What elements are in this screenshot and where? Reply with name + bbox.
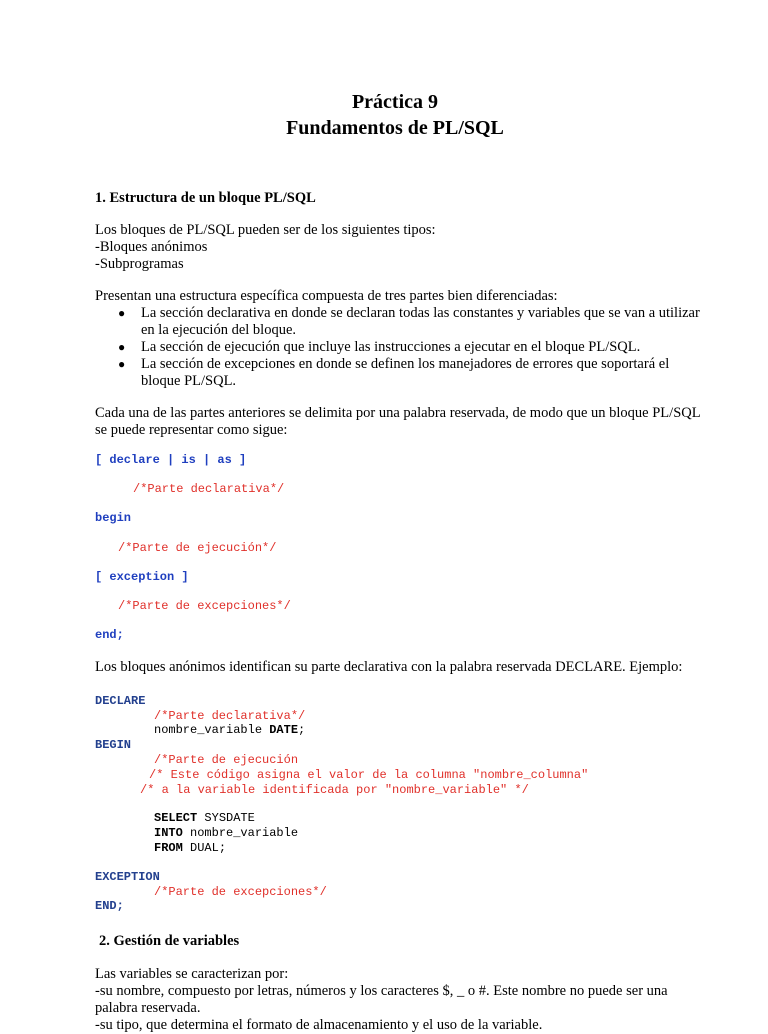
bullet-text: bloque PL/SQL.	[141, 373, 237, 389]
code-comment: /*Parte de excepciones*/	[154, 885, 327, 899]
code-semicolon: ;	[298, 723, 306, 737]
code-from-rest: DUAL;	[182, 841, 227, 855]
code-comment: /* a la variable identificada por "nombre_variable" */	[140, 783, 529, 797]
bullet-icon: ●	[118, 357, 126, 371]
code-comment: /* Este código asigna el valor de la columna "nombre_columna"	[149, 768, 589, 782]
delimit-text: Cada una de las partes anteriores se delimita por una palabra reservada, de modo que un bloque PL/SQL	[95, 405, 701, 421]
code-into-rest: nombre_variable	[182, 826, 299, 840]
bullet-text: en la ejecución del bloque.	[141, 322, 297, 338]
code-begin: BEGIN	[95, 738, 132, 752]
code-comment: /*Parte de ejecución*/	[118, 541, 277, 555]
section1-heading: 1. Estructura de un bloque PL/SQL	[95, 190, 316, 206]
code-end: END;	[95, 899, 124, 913]
code-comment: /*Parte de ejecución	[154, 753, 299, 767]
code-var-name: nombre_variable	[154, 723, 270, 737]
section2-line: -su tipo, que determina el formato de almacenamiento y el uso de la variable.	[95, 1017, 543, 1033]
code-end: end;	[95, 628, 124, 642]
code-begin: begin	[95, 511, 132, 525]
bullet-text: La sección declarativa en donde se declaran todas las constantes y variables que se van a utilizar	[141, 305, 700, 321]
bullet-icon: ●	[118, 340, 126, 354]
code-from	[154, 841, 226, 856]
section2-intro: Las variables se caracterizan por:	[95, 966, 289, 982]
section2-line: palabra reservada.	[95, 1000, 201, 1016]
code-from-kw: FROM	[154, 841, 183, 855]
delimit-text: se puede representar como sigue:	[95, 422, 288, 438]
code-select-kw: SELECT	[154, 811, 198, 825]
page-subtitle: Fundamentos de PL/SQL	[286, 117, 504, 139]
code-exception-line: [ exception ]	[95, 570, 189, 584]
section2-heading: 2. Gestión de variables	[99, 933, 240, 949]
code-declare: DECLARE	[95, 694, 146, 708]
code-comment: /*Parte de excepciones*/	[118, 599, 291, 613]
bullet-text: La sección de ejecución que incluye las instrucciones a ejecutar en el bloque PL/SQL.	[141, 339, 641, 355]
section1-intro: Los bloques de PL/SQL pueden ser de los siguientes tipos:	[95, 222, 436, 238]
code-into	[154, 826, 298, 841]
code-var-decl	[154, 723, 305, 738]
code-comment: /*Parte declarativa*/	[133, 482, 285, 496]
section2-line: -su nombre, compuesto por letras, números y los caracteres $, _ o #. Este nombre no puede ser una	[95, 983, 668, 999]
code-exception: EXCEPTION	[95, 870, 160, 884]
code-declare-line: [ declare | is | as ]	[95, 453, 247, 467]
type-item: -Bloques anónimos	[95, 239, 208, 255]
page-title: Práctica 9	[351, 91, 439, 113]
code-var-type: DATE	[269, 723, 299, 737]
bullet-text: La sección de excepciones en donde se definen los manejadores de errores que soportará el	[141, 356, 670, 372]
code-select-rest: SYSDATE	[197, 811, 255, 825]
code-select	[154, 811, 255, 826]
anon-text: Los bloques anónimos identifican su parte declarativa con la palabra reservada DECLARE. Ejemplo:	[95, 659, 683, 675]
bullet-icon: ●	[118, 306, 126, 320]
code-comment: /*Parte declarativa*/	[154, 709, 306, 723]
parts-intro: Presentan una estructura específica compuesta de tres partes bien diferenciadas:	[95, 288, 558, 304]
type-item: -Subprogramas	[95, 256, 184, 272]
code-into-kw: INTO	[154, 826, 183, 840]
